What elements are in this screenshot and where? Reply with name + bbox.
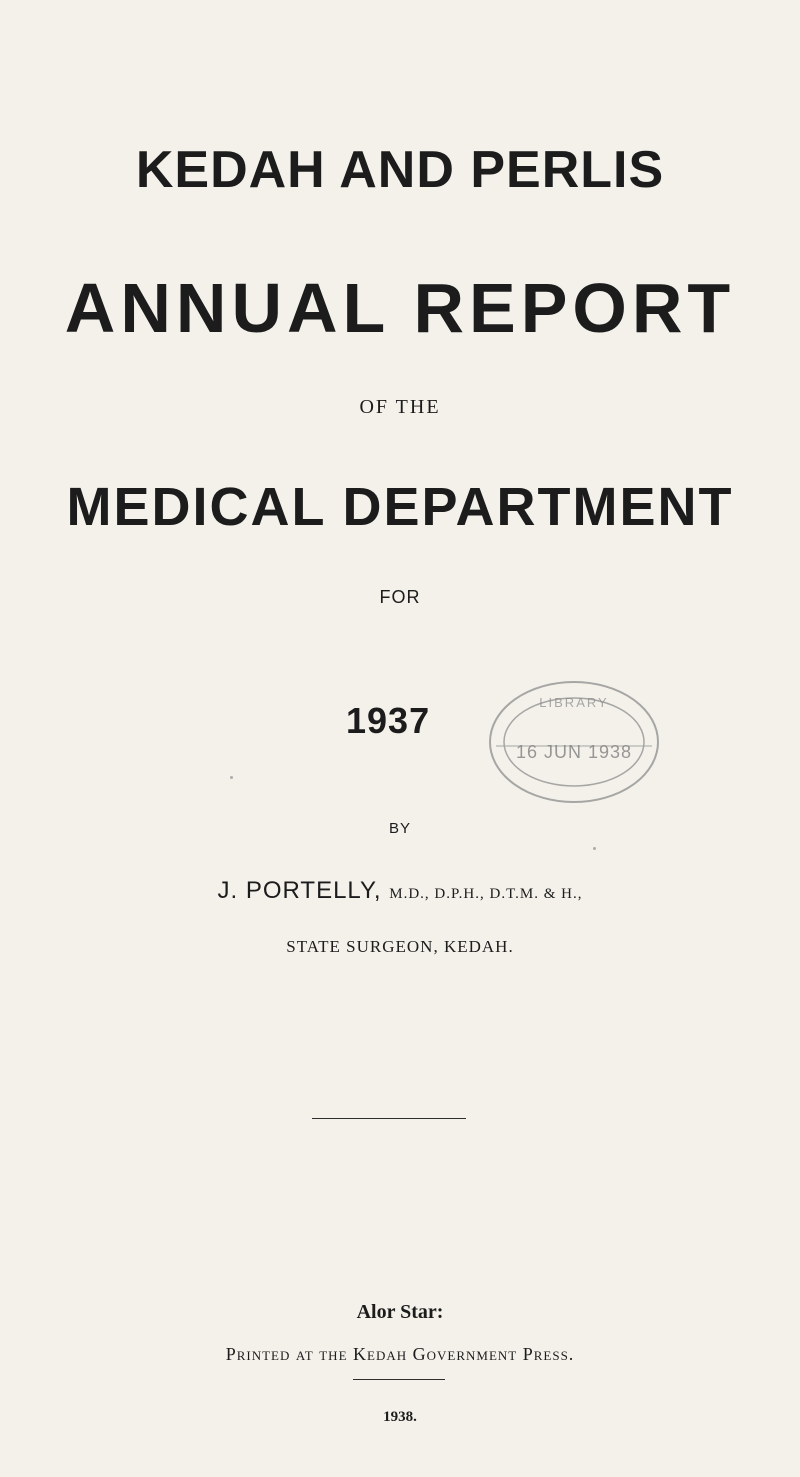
title-report: ANNUAL REPORT: [64, 269, 736, 347]
library-stamp: [476, 668, 672, 816]
stamp-library-label: LIBRARY: [539, 695, 609, 710]
title-for: FOR: [379, 587, 421, 607]
author-qualifications: M.D., D.P.H., D.T.M. & H.,: [389, 886, 583, 902]
author-title: STATE SURGEON, KEDAH.: [286, 937, 514, 956]
author-line: [0, 877, 800, 905]
title-of-the: OF THE: [359, 396, 441, 418]
separator-rule: [312, 1118, 466, 1119]
title-department: MEDICAL DEPARTMENT: [66, 477, 734, 537]
publisher-rule: [353, 1379, 445, 1380]
publisher-location: Alor Star:: [356, 1301, 444, 1323]
publication-year: 1938.: [383, 1409, 417, 1425]
publisher-name: Printed at the Kedah Government Press.: [225, 1344, 575, 1364]
author-name: J. PORTELLY,: [217, 877, 382, 904]
paper-speck: [593, 847, 596, 850]
stamp-date: 16 JUN 1938: [515, 742, 633, 762]
title-region: KEDAH AND PERLIS: [135, 141, 665, 199]
paper-speck: [230, 776, 233, 779]
by-label: BY: [388, 820, 411, 837]
report-year: 1937: [346, 700, 431, 741]
